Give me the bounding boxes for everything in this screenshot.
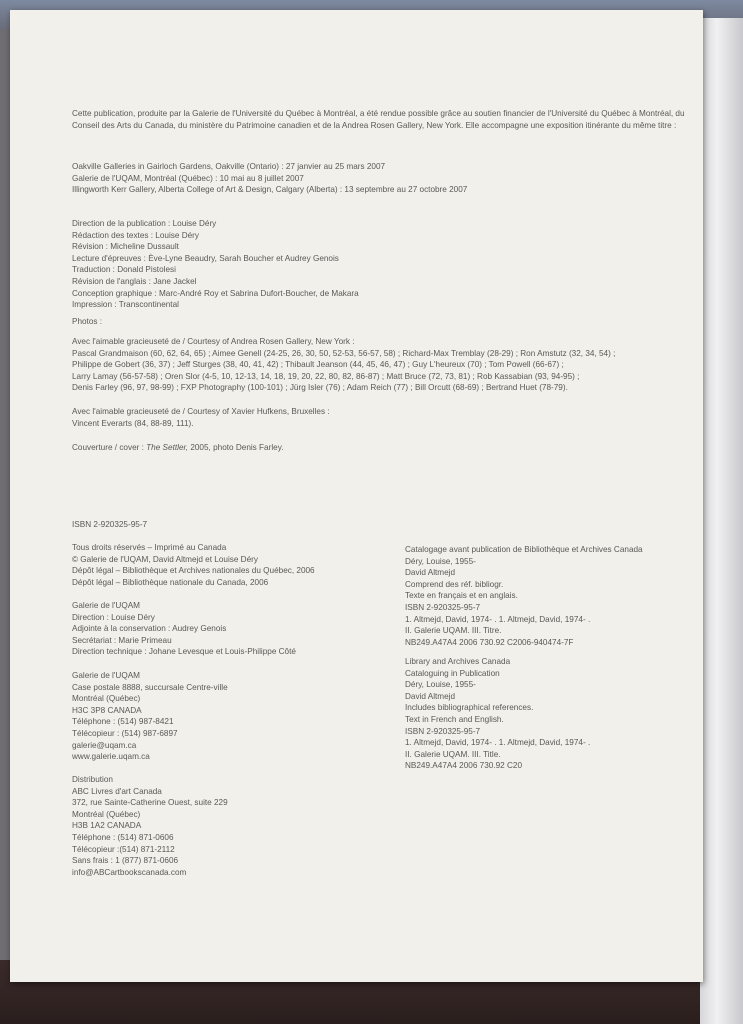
cover-title: The Settler,	[146, 443, 189, 452]
address-line: H3C 3P8 CANADA	[72, 705, 142, 715]
cip-line: NB249.A47A4 2006 730.92 C20	[405, 761, 522, 771]
credit-line: Direction de la publication : Louise Déry	[72, 219, 217, 228]
cataloguing-french	[405, 544, 643, 648]
cip-line: ISBN 2-920325-95-7	[405, 602, 481, 612]
galerie-address	[72, 670, 228, 763]
cip-line: Cataloguing in Publication	[405, 668, 500, 678]
photo-credits-rosen	[72, 336, 615, 394]
credit-line: Lecture d'épreuves : Ève-Lyne Beaudry, Sarah Boucher et Audrey Genois	[72, 253, 339, 263]
cip-line: Includes bibliographical references.	[405, 703, 534, 713]
distribution-line: 372, rue Sainte-Catherine Ouest, suite 229	[72, 798, 228, 808]
website-line: www.galerie.uqam.ca	[72, 752, 150, 762]
cip-line: Catalogage avant publication de Bibliothèque et Archives Canada	[405, 545, 643, 554]
distribution-line: Montréal (Québec)	[72, 809, 141, 819]
address-line: Montréal (Québec)	[72, 694, 141, 704]
staff-line: Direction : Louise Déry	[72, 612, 155, 622]
credit-line: Conception graphique : Marc-André Roy et Sabrina Dufort-Boucher, de Makara	[72, 288, 359, 298]
distribution-line: Téléphone : (514) 871-0606	[72, 832, 174, 842]
credit-line: Traduction : Donald Pistolesi	[72, 265, 176, 275]
rights-line: Dépôt légal – Bibliothèque et Archives nationales du Québec, 2006	[72, 566, 315, 576]
isbn: ISBN 2-920325-95-7	[72, 520, 148, 529]
cover-prefix: Couverture / cover :	[72, 443, 147, 452]
intro-paragraph	[72, 108, 702, 131]
cip-line: David Altmejd	[405, 568, 456, 578]
intro-text: Cette publication, produite par la Galerie de l'Université du Québec à Montréal, a été rendue possible grâce au soutien financier de l'Université du Québec à Montréal, du Conseil des Arts du Canada, du ministère du Patrimoine canadien et de la Andrea Rosen Gallery, New York. Elle accompagne une exposition itinérante du même titre :	[72, 109, 685, 130]
rights-block	[72, 542, 315, 588]
cover-suffix: 2005, photo Denis Farley.	[188, 443, 284, 452]
venue-line: Illingworth Kerr Gallery, Alberta College of Art & Design, Calgary (Alberta) : 13 septembre au 27 octobre 2007	[72, 185, 468, 195]
distribution-line: H3B 1A2 CANADA	[72, 821, 142, 831]
distribution-email: info@ABCartbookscanada.com	[72, 867, 187, 877]
photo-credit-line: Avec l'aimable gracieuseté de / Courtesy of Andrea Rosen Gallery, New York :	[72, 337, 355, 346]
venue-line: Oakville Galleries in Gairloch Gardens, Oakville (Ontario) : 27 janvier au 25 mars 2007	[72, 162, 386, 171]
colophon-page	[10, 10, 703, 982]
address-line: Télécopieur : (514) 987-6897	[72, 728, 178, 738]
cip-line: David Altmejd	[405, 691, 456, 701]
venues-list	[72, 161, 467, 196]
cip-line: 1. Altmejd, David, 1974- . 1. Altmejd, David, 1974- .	[405, 614, 591, 624]
staff-line: Adjointe à la conservation : Audrey Genois	[72, 624, 227, 634]
email-line: galerie@uqam.ca	[72, 740, 137, 750]
cip-line: NB249.A47A4 2006 730.92 C2006-940474-7F	[405, 637, 574, 647]
cip-line: Comprend des réf. bibliogr.	[405, 579, 504, 589]
photo-credit-line: Pascal Grandmaison (60, 62, 64, 65) ; Aimee Genell (24-25, 26, 30, 50, 52-53, 56-57, 58) ; Richard-Max Tremblay (28-29) ; Ron Amstutz (32, 34, 54) ;	[72, 348, 616, 358]
photos-heading: Photos :	[72, 317, 103, 326]
distribution-line: Distribution	[72, 775, 113, 784]
address-line: Case postale 8888, succursale Centre-ville	[72, 682, 228, 692]
distribution-line: Télécopieur :(514) 871-2112	[72, 844, 175, 854]
publication-credits	[72, 218, 359, 311]
cip-line: Déry, Louise, 1955-	[405, 556, 476, 566]
photo-credit-line: Denis Farley (96, 97, 98-99) ; FXP Photography (100-101) ; Jürg Isler (76) ; Adam Reich (77) ; Bill Orcutt (68-69) ; Bertrand Huet (78-79).	[72, 383, 568, 393]
photo-credit-line: Philippe de Gobert (36, 37) ; Jeff Sturges (38, 40, 41, 42) ; Thibault Jeanson (44, 45, 46, 47) ; Guy L'heureux (70) ; Tom Powell (66-67) ;	[72, 360, 564, 370]
cataloguing-english	[405, 656, 590, 772]
distribution-line: Sans frais : 1 (877) 871-0606	[72, 856, 179, 866]
distribution-line: ABC Livres d'art Canada	[72, 786, 162, 796]
cip-line: Déry, Louise, 1955-	[405, 680, 476, 690]
photo-credit-line: Larry Lamay (56-57-58) ; Oren Slor (4-5, 10, 12-13, 14, 18, 19, 20, 22, 80, 82, 86-87) ; Matt Bruce (72, 73, 81) ; Rob Kassabian (93, 94-95) ;	[72, 371, 580, 381]
book-edge	[700, 18, 743, 1024]
address-line: Téléphone : (514) 987-8421	[72, 717, 174, 727]
credit-line: Rédaction des textes : Louise Déry	[72, 230, 199, 240]
staff-line: Galerie de l'UQAM	[72, 601, 140, 610]
credit-line: Impression : Transcontinental	[72, 300, 179, 310]
cip-line: II. Galerie UQAM. III. Titre.	[405, 626, 502, 636]
galerie-staff	[72, 600, 296, 658]
venue-line: Galerie de l'UQAM, Montréal (Québec) : 10 mai au 8 juillet 2007	[72, 173, 304, 183]
photo-credits-hufkens	[72, 406, 330, 429]
address-line: Galerie de l'UQAM	[72, 671, 140, 680]
cip-line: Text in French and English.	[405, 714, 504, 724]
distribution-block	[72, 774, 228, 878]
photo-credit-line: Avec l'aimable gracieuseté de / Courtesy of Xavier Hufkens, Bruxelles :	[72, 407, 330, 416]
rights-line: © Galerie de l'UQAM, David Altmejd et Louise Déry	[72, 554, 258, 564]
cip-line: 1. Altmejd, David, 1974- . 1. Altmejd, David, 1974- .	[405, 738, 591, 748]
staff-line: Direction technique : Johane Levesque et Louis-Philippe Côté	[72, 647, 296, 657]
credit-line: Révision de l'anglais : Jane Jackel	[72, 276, 197, 286]
cip-line: Library and Archives Canada	[405, 657, 511, 666]
cip-line: ISBN 2-920325-95-7	[405, 726, 481, 736]
rights-line: Tous droits réservés – Imprimé au Canada	[72, 543, 227, 552]
staff-line: Secrétariat : Marie Primeau	[72, 635, 172, 645]
credit-line: Révision : Micheline Dussault	[72, 242, 179, 252]
photo-credit-line: Vincent Everarts (84, 88-89, 111).	[72, 418, 194, 428]
cover-credit	[72, 442, 283, 454]
rights-line: Dépôt légal – Bibliothèque nationale du Canada, 2006	[72, 577, 269, 587]
cip-line: Texte en français et en anglais.	[405, 591, 518, 601]
cip-line: II. Galerie UQAM. III. Title.	[405, 749, 501, 759]
